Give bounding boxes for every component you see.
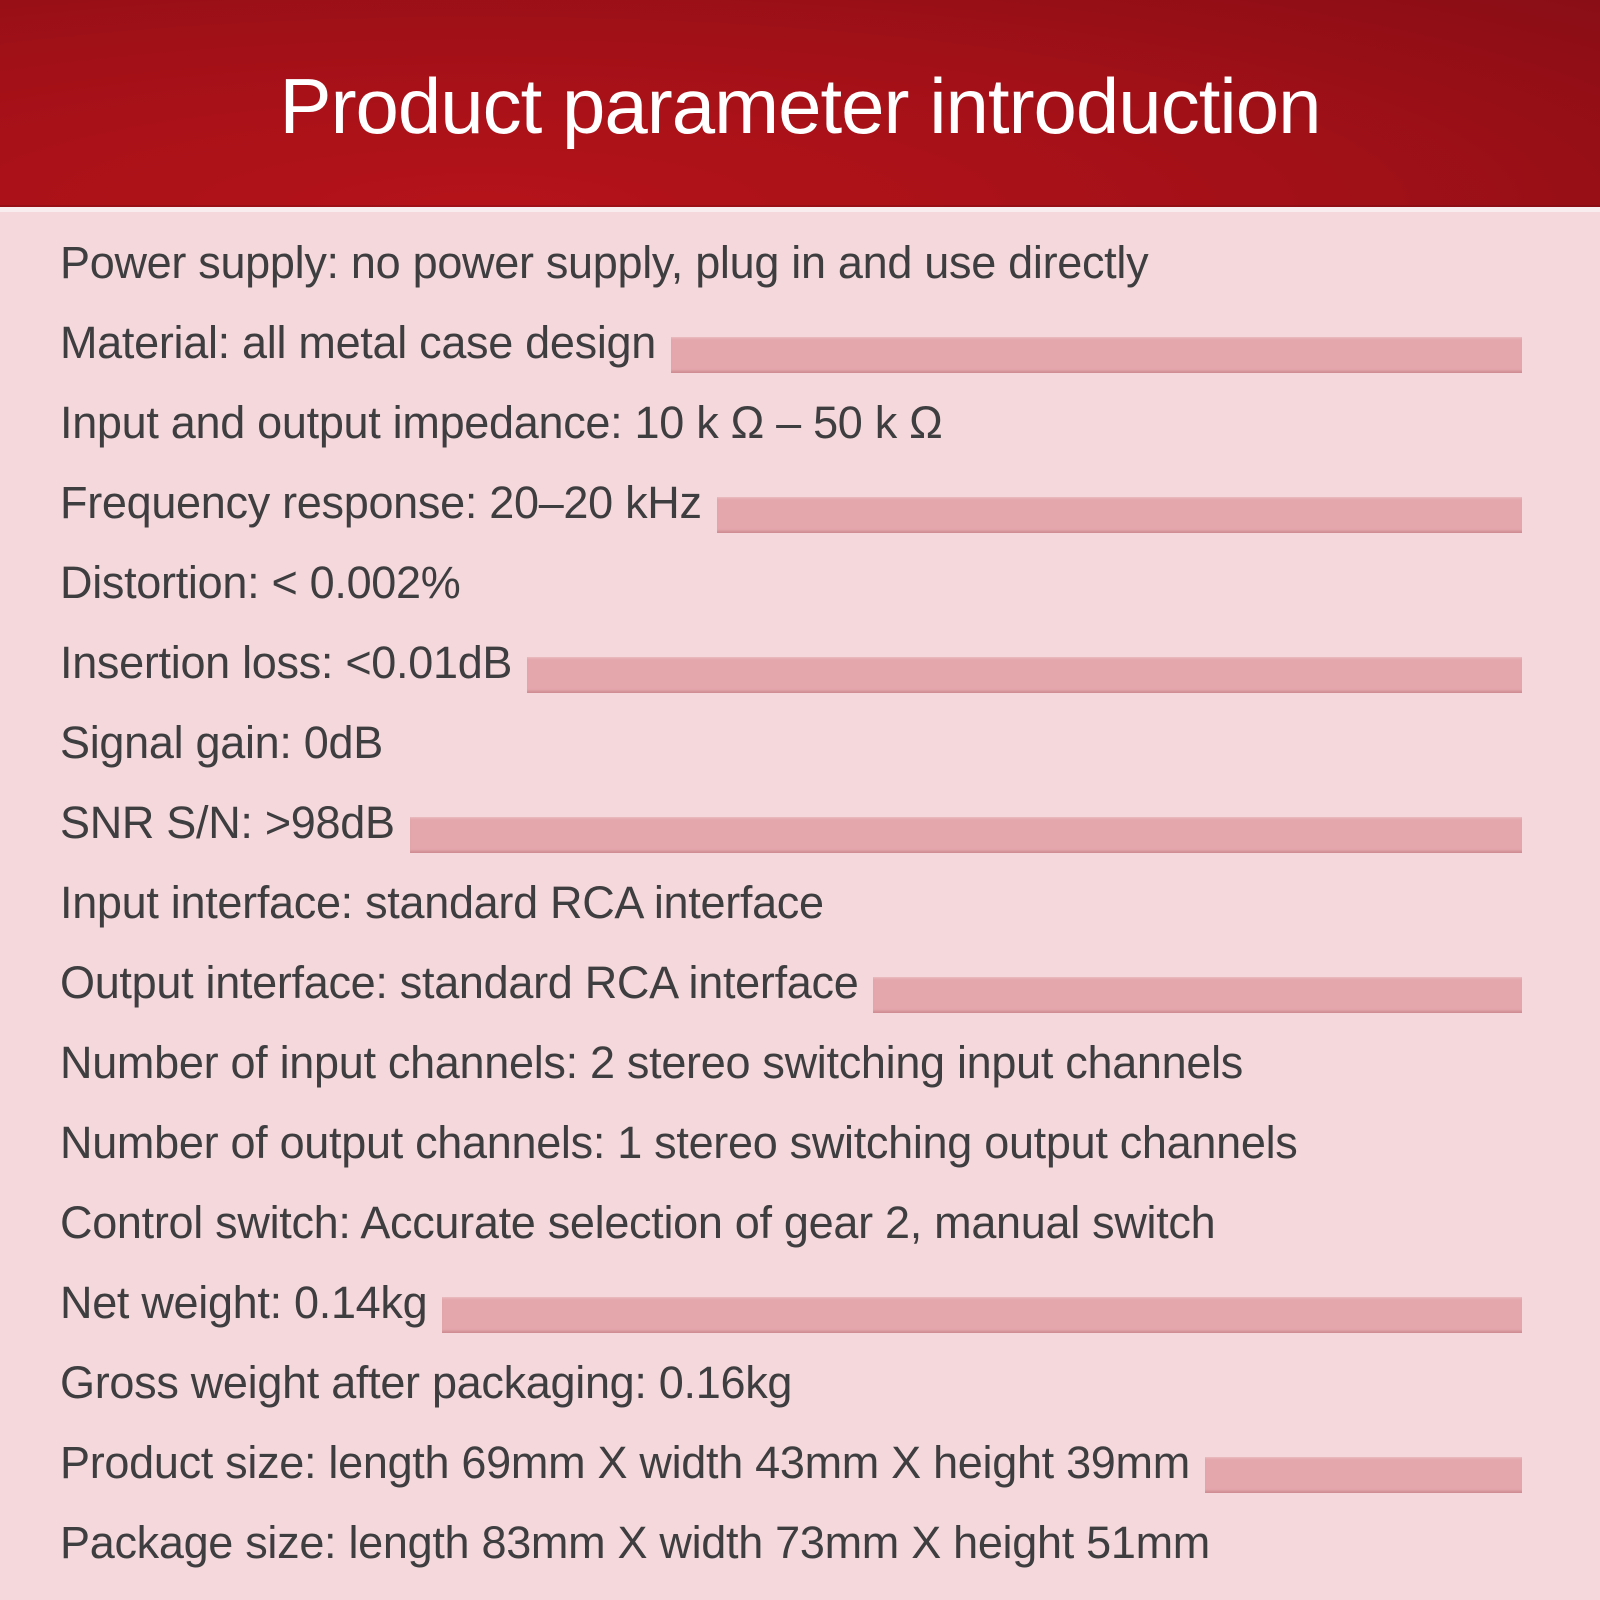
spec-text: Distortion: < 0.002% [60,557,461,608]
spec-row [60,1423,1522,1503]
spec-text: Power supply: no power supply, plug in and use directly [60,237,1149,288]
spec-text: Gross weight after packaging: 0.16kg [60,1357,793,1408]
spec-text: Material: all metal case design [60,317,656,368]
spec-row [60,543,1522,623]
spec-text: Product size: length 69mm X width 43mm X height 39mm [60,1437,1190,1488]
spec-row [60,223,1522,303]
spec-row [60,463,1522,543]
spec-highlight-bar [717,497,1522,533]
spec-text: Number of output channels: 1 stereo switching output channels [60,1117,1298,1168]
spec-text: Insertion loss: <0.01dB [60,637,513,688]
spec-text: Frequency response: 20–20 kHz [60,477,702,528]
spec-row [60,1503,1522,1583]
spec-row [60,1183,1522,1263]
spec-row [60,863,1522,943]
spec-row [60,623,1522,703]
spec-row [60,1343,1522,1423]
spec-highlight-bar [527,657,1522,693]
spec-highlight-bar [873,977,1522,1013]
spec-row [60,1103,1522,1183]
spec-text: Signal gain: 0dB [60,717,383,768]
spec-text: Input and output impedance: 10 k Ω – 50 k Ω [60,397,943,448]
spec-list [0,212,1600,1583]
spec-highlight-bar [671,337,1522,373]
spec-text: Package size: length 83mm X width 73mm X height 51mm [60,1517,1210,1568]
spec-row [60,1023,1522,1103]
spec-text: SNR S/N: >98dB [60,797,395,848]
spec-text: Net weight: 0.14kg [60,1277,428,1328]
header-banner [0,0,1600,207]
spec-row [60,703,1522,783]
spec-text: Input interface: standard RCA interface [60,877,824,928]
spec-text: Number of input channels: 2 stereo switching input channels [60,1037,1243,1088]
spec-highlight-bar [442,1297,1522,1333]
spec-text: Output interface: standard RCA interface [60,957,859,1008]
spec-text: Control switch: Accurate selection of gear 2, manual switch [60,1197,1216,1248]
spec-row [60,383,1522,463]
spec-highlight-bar [410,817,1522,853]
spec-row [60,943,1522,1023]
spec-highlight-bar [1205,1457,1522,1493]
spec-row [60,303,1522,383]
spec-row [60,1263,1522,1343]
spec-row [60,783,1522,863]
page-title: Product parameter introduction [279,62,1321,150]
